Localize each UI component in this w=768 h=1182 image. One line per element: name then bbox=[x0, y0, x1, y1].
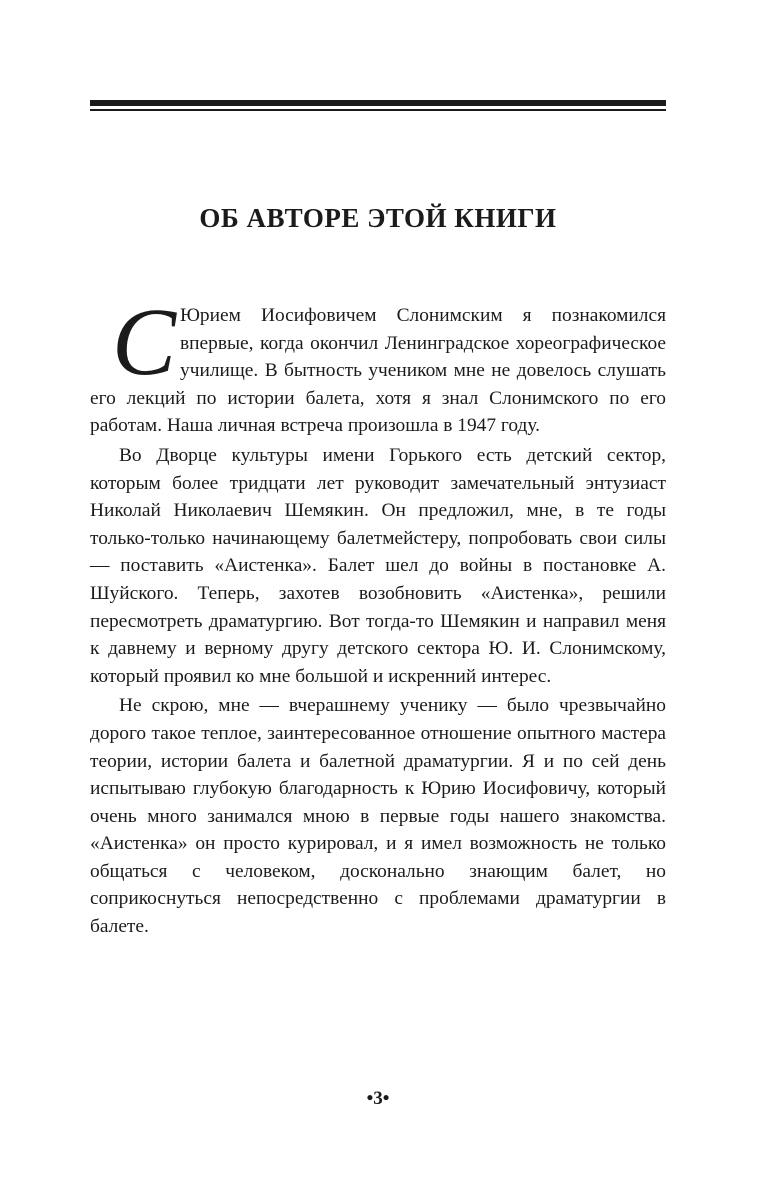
paragraph-2: Во Дворце культуры имени Горького есть детский сектор, которым более тридцати лет руководит замечательный энтузиаст Николай Николаевич Шемякин. Он предложил, мне, в те годы только-только начинающему балетмейстеру, попробовать свои силы — поставить «Аистенка». Балет шел до войны в постановке А. Шуйского. Теперь, захотев возобновить «Аистенка», решили пересмотреть драматургию. Вот тогда-то Шемякин и направил меня к давнему и верному другу детского сектора Ю. И. Слонимскому, который проявил ко мне большой и искренний интерес. bbox=[90, 444, 666, 687]
paragraph-1 bbox=[90, 288, 666, 440]
paragraph-3: Не скрою, мне — вчерашнему ученику — было чрезвычайно дорого такое теплое, заинтересованное отношение опытного мастера теории, истории балета и балетной драматургии. Я и по сей день испытываю глубокую благодарность к Юрию Иосифовичу, который очень много занимался мною в первые годы нашего знакомства. «Аистенка» он просто курировал, и я имел возможность не только общаться с человеком, досконально знающим балет, но соприкоснуться непосредственно с проблемами драматургии в балете. bbox=[90, 695, 666, 938]
drop-cap: С bbox=[112, 288, 177, 395]
body-text bbox=[90, 288, 666, 941]
paragraph-1-text: Юрием Иосифовичем Слонимским я познакомился впервые, когда окончил Ленинградское хореографическое училище. В бытность учеником мне не довелось слушать его лекций по истории балета, хотя я знал Слонимского по его работам. Наша личная встреча произошла в 1947 году. bbox=[90, 305, 666, 437]
chapter-title: ОБ АВТОРЕ ЭТОЙ КНИГИ bbox=[199, 203, 557, 233]
header-rule-thin bbox=[90, 109, 666, 111]
page-number: •3• bbox=[366, 1088, 390, 1109]
header-rule-thick bbox=[90, 100, 666, 106]
